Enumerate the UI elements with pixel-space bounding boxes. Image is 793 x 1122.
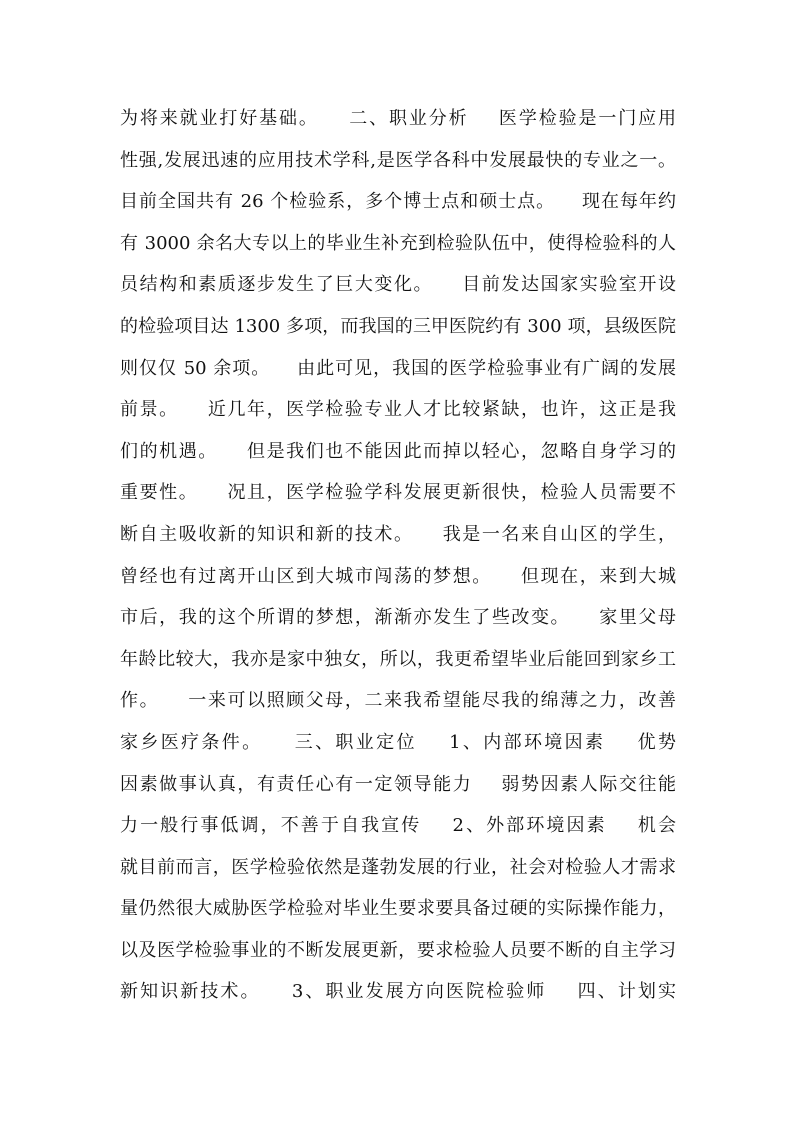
text-line: 们的机遇。 但是我们也不能因此而掉以轻心，忽略自身学习的 (120, 440, 676, 462)
text-line: 性强,发展迅速的应用技术学科,是医学各科中发展最快的专业之一。 (120, 149, 676, 171)
text-line: 重要性。 况且，医学检验学科发展更新很快，检验人员需要不 (120, 482, 676, 504)
text-line: 就目前而言，医学检验依然是蓬勃发展的行业，社会对检验人才需求 (120, 856, 676, 878)
text-line: 有 3000 余名大专以上的毕业生补充到检验队伍中，使得检验科的人 (120, 232, 676, 254)
text-line: 以及医学检验事业的不断发展更新，要求检验人员要不断的自主学习 (120, 939, 676, 961)
text-line: 年龄比较大，我亦是家中独女，所以，我更希望毕业后能回到家乡工 (120, 648, 676, 670)
text-line: 力一般行事低调，不善于自我宣传 2、外部环境因素 机会 (120, 815, 676, 837)
text-line: 目前全国共有 26 个检验系，多个博士点和硕士点。 现在每年约 (120, 191, 676, 213)
text-line: 市后，我的这个所谓的梦想，渐渐亦发生了些改变。 家里父母 (120, 607, 676, 629)
text-line: 新知识新技术。 3、职业发展方向医院检验师 四、计划实 (120, 981, 676, 1003)
body-text (120, 98, 676, 1013)
text-line: 曾经也有过离开山区到大城市闯荡的梦想。 但现在，来到大城 (120, 565, 676, 587)
text-line: 的检验项目达 1300 多项，而我国的三甲医院约有 300 项，县级医院 (120, 315, 676, 337)
text-line: 因素做事认真，有责任心有一定领导能力 弱势因素人际交往能 (120, 773, 676, 795)
text-line: 前景。 近几年，医学检验专业人才比较紧缺，也许，这正是我 (120, 399, 676, 421)
text-line: 员结构和素质逐步发生了巨大变化。 目前发达国家实验室开设 (120, 274, 676, 296)
text-line: 作。 一来可以照顾父母，二来我希望能尽我的绵薄之力，改善 (120, 690, 676, 712)
text-line: 家乡医疗条件。 三、职业定位 1、内部环境因素 优势 (120, 731, 676, 753)
text-line: 量仍然很大威胁医学检验对毕业生要求要具备过硬的实际操作能力， (120, 898, 676, 920)
text-line: 为将来就业打好基础。 二、职业分析 医学检验是一门应用 (120, 108, 676, 129)
text-line: 则仅仅 50 余项。 由此可见，我国的医学检验事业有广阔的发展 (120, 357, 676, 379)
text-line: 断自主吸收新的知识和新的技术。 我是一名来自山区的学生， (120, 523, 676, 545)
